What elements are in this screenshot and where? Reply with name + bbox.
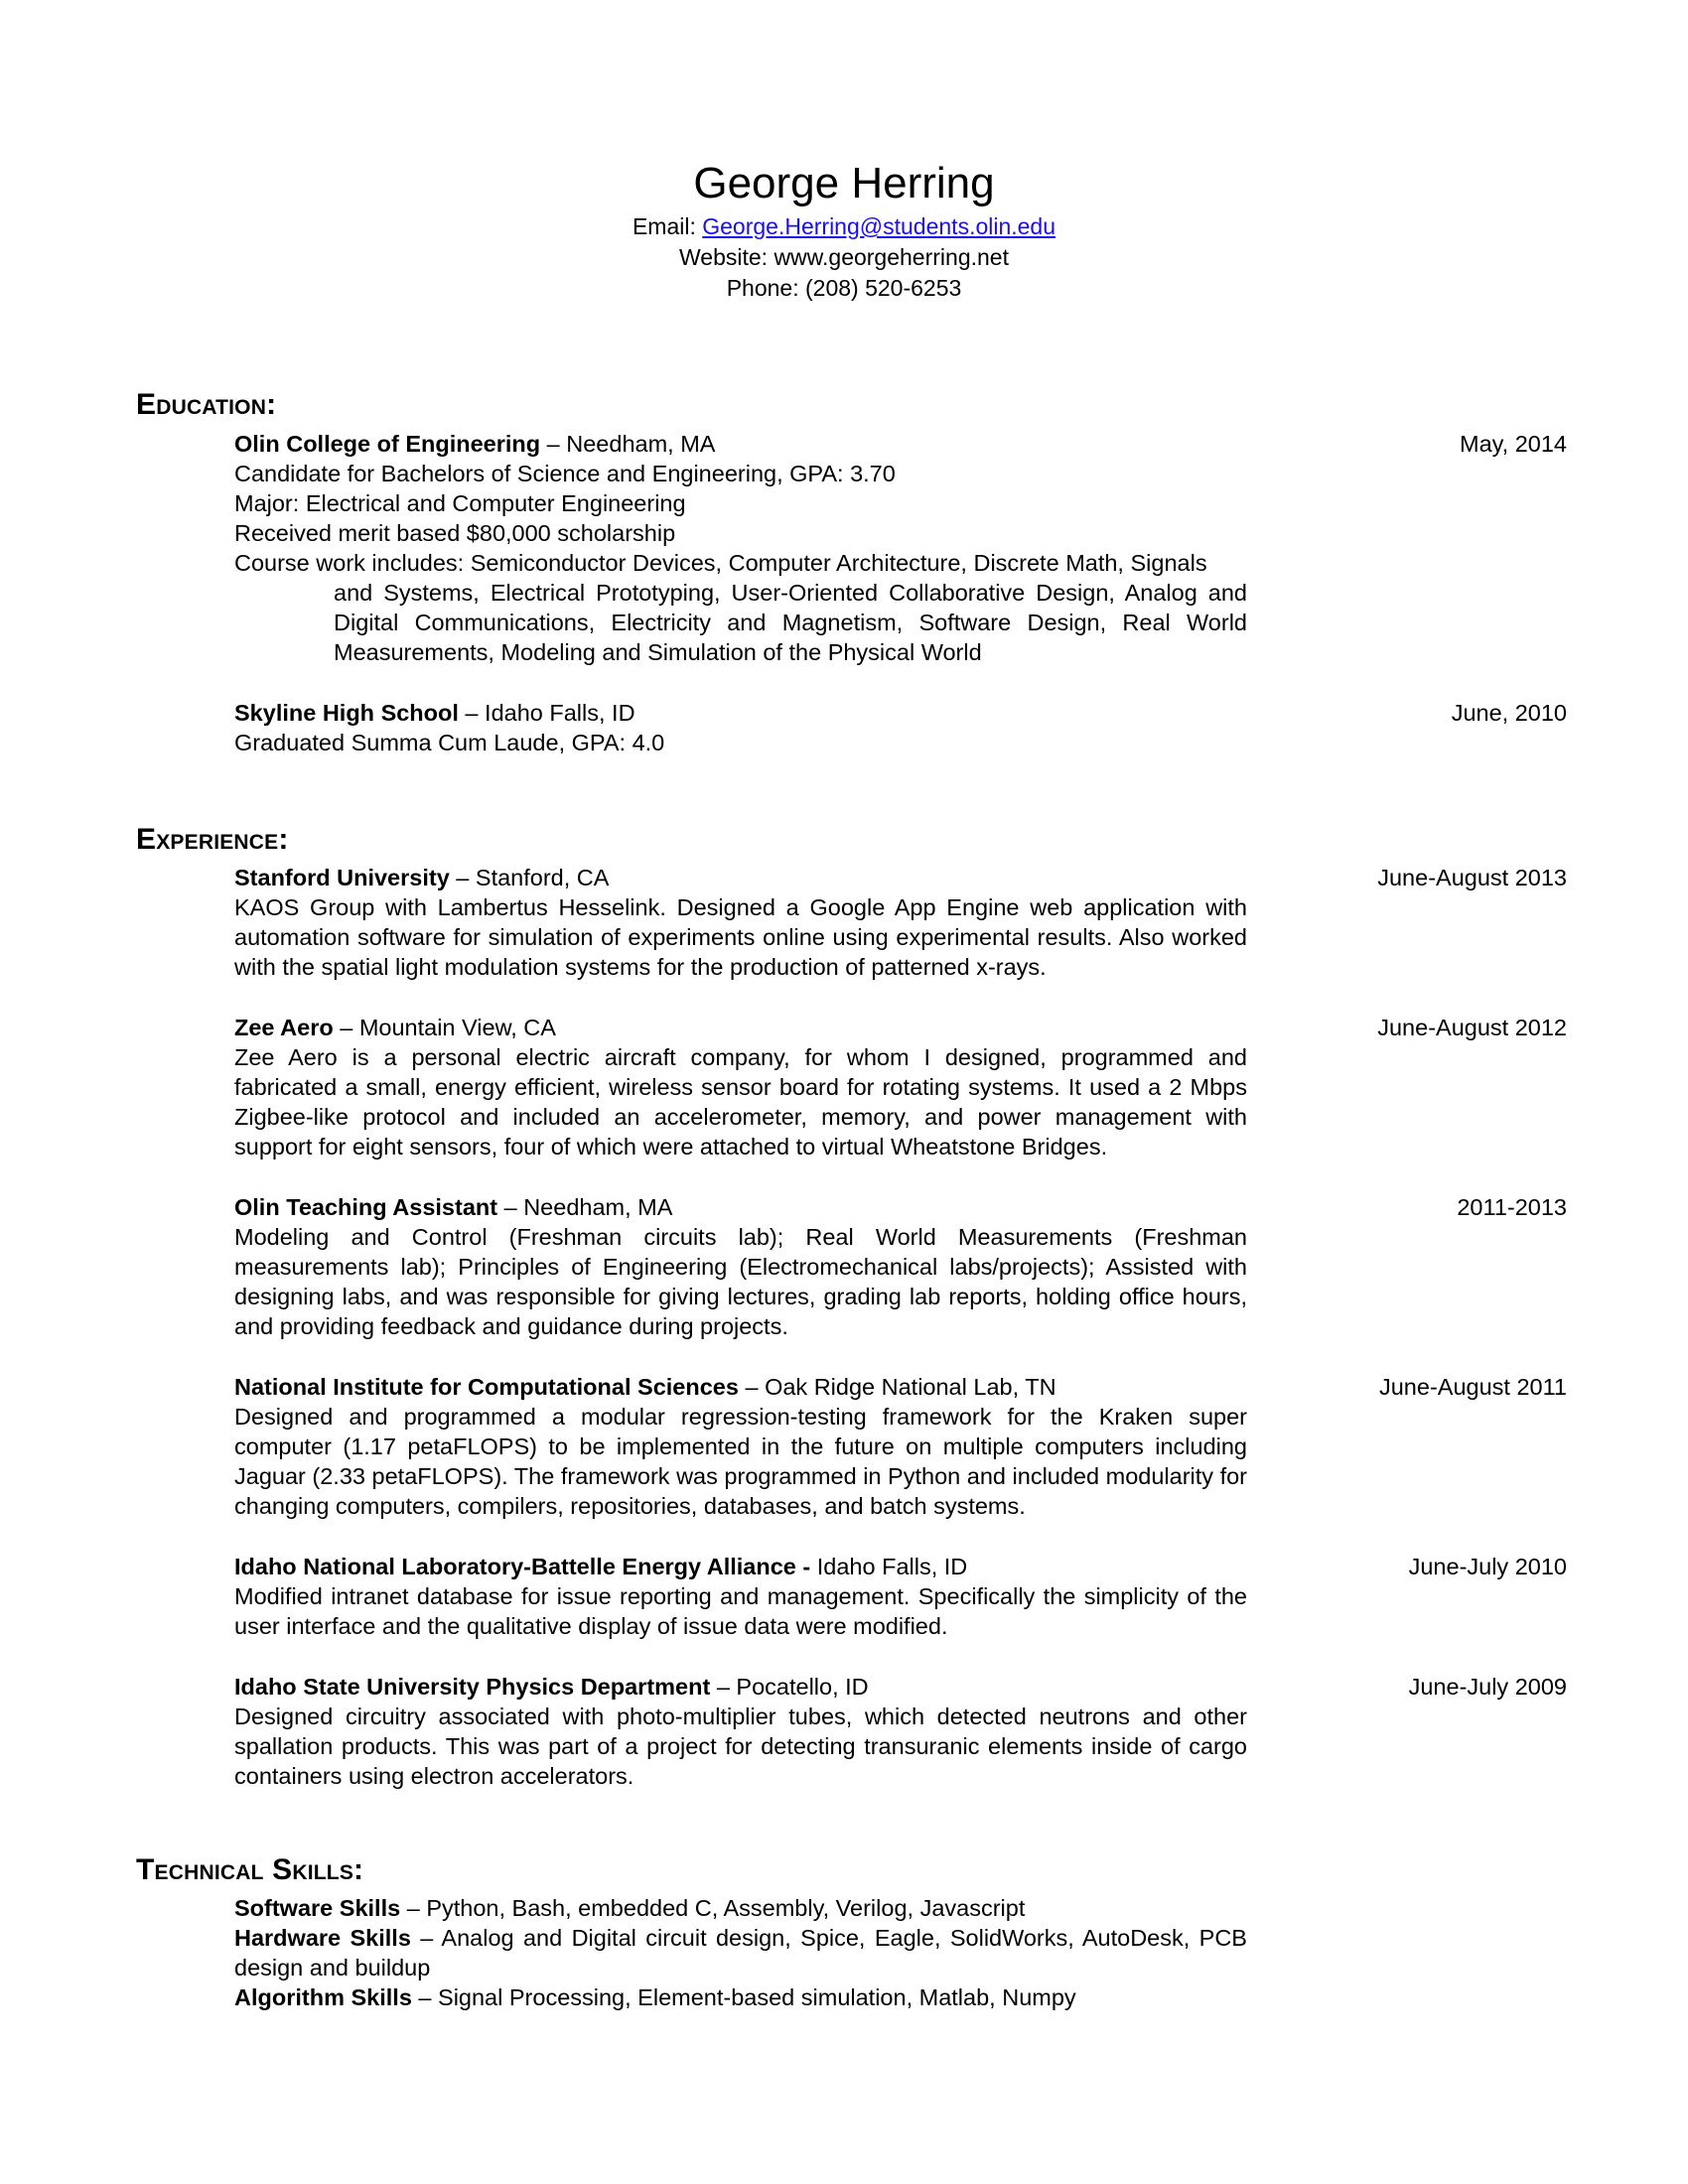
entry-head	[234, 1013, 1567, 1042]
entry-date: June, 2010	[1451, 700, 1567, 726]
entry-date: June-July 2009	[1408, 1674, 1567, 1700]
entry-location: – Idaho Falls, ID	[458, 700, 635, 726]
entry-line: Received merit based $80,000 scholarship	[234, 520, 676, 546]
entry-org: Olin College of Engineering	[234, 431, 541, 457]
entry-date: June-August 2011	[1378, 1374, 1567, 1400]
experience-entry	[234, 1372, 1567, 1521]
entry-org: Olin Teaching Assistant	[234, 1194, 498, 1220]
skill-label: Algorithm Skills	[234, 1984, 412, 2010]
coursework-first-line: Course work includes: Semiconductor Devices, Computer Architecture, Discrete Math, Signals	[234, 550, 1207, 576]
entry-org: Stanford University	[234, 865, 450, 890]
skill-values: – Python, Bash, embedded C, Assembly, Verilog, Javascript	[400, 1895, 1026, 1921]
hardware-skills	[234, 1923, 1247, 1982]
education-heading: Education:	[136, 388, 277, 421]
entry-date: June-July 2010	[1408, 1554, 1567, 1579]
entry-date: June-August 2012	[1377, 1015, 1567, 1040]
entry-location: – Pocatello, ID	[710, 1674, 869, 1700]
candidate-name: George Herring	[693, 159, 995, 207]
skill-label: Software Skills	[234, 1895, 401, 1921]
email-line	[0, 211, 1688, 242]
resume-header	[0, 156, 1688, 304]
education-entry-skyline	[234, 698, 1567, 757]
entry-description: Modified intranet database for issue reporting and management. Specifically the simplicity of the user interface and the qualitative display of issue data were modified.	[234, 1583, 1247, 1639]
entry-date: May, 2014	[1460, 431, 1567, 457]
algorithm-skills	[234, 1982, 1247, 2012]
entry-location: Idaho Falls, ID	[810, 1554, 968, 1579]
coursework-continuation: and Systems, Electrical Prototyping, User-Oriented Collaborative Design, Analog and Digital Communications, Electricity and Magnetism, Software Design, Real World Measurements, Modeling and Simulation of the Physical World	[334, 580, 1247, 665]
entry-date: June-August 2013	[1377, 865, 1567, 890]
entry-head	[234, 698, 1567, 728]
entry-org: Skyline High School	[234, 700, 459, 726]
education-entry-olin	[234, 429, 1567, 667]
skill-values: – Signal Processing, Element-based simulation, Matlab, Numpy	[411, 1984, 1076, 2010]
entry-head	[234, 1672, 1567, 1702]
entry-org: Zee Aero	[234, 1015, 334, 1040]
software-skills	[234, 1893, 1247, 1923]
email-link[interactable]: George.Herring@students.olin.edu	[702, 213, 1056, 239]
experience-entry	[234, 1013, 1567, 1161]
entry-line: Graduated Summa Cum Laude, GPA: 4.0	[234, 730, 665, 755]
entry-description: Zee Aero is a personal electric aircraft company, for whom I designed, programmed and fabricated a small, energy efficient, wireless sensor board for rotating systems. It used a 2 Mbps Zigbee-like protocol and included an accelerometer, memory, and power management with support for eight sensors, four of which were attached to virtual Wheatstone Bridges.	[234, 1044, 1247, 1160]
entry-head	[234, 1192, 1567, 1222]
entry-line: Major: Electrical and Computer Engineering	[234, 490, 686, 516]
entry-location: – Mountain View, CA	[333, 1015, 556, 1040]
email-label: Email:	[632, 213, 703, 239]
experience-heading: Experience:	[136, 823, 289, 856]
entry-head	[234, 429, 1567, 459]
skill-values: – Analog and Digital circuit design, Spice, Eagle, SolidWorks, AutoDesk, PCB design and buildup	[234, 1925, 1247, 1980]
entry-description: Modeling and Control (Freshman circuits lab); Real World Measurements (Freshman measurements lab); Principles of Engineering (Electromechanical labs/projects); Assisted with designing labs, and was responsible for giving lectures, grading lab reports, holding office hours, and providing feedback and guidance during projects.	[234, 1224, 1247, 1339]
entry-line: Candidate for Bachelors of Science and Engineering, GPA: 3.70	[234, 461, 896, 486]
experience-entry	[234, 1192, 1567, 1341]
entry-location: – Needham, MA	[497, 1194, 673, 1220]
entry-description: KAOS Group with Lambertus Hesselink. Designed a Google App Engine web application with automation software for simulation of experiments online using experimental results. Also worked with the spatial light modulation systems for the production of patterned x-rays.	[234, 894, 1247, 980]
phone-line: Phone: (208) 520-6253	[726, 275, 962, 301]
experience-entry	[234, 1672, 1567, 1791]
entry-location: – Oak Ridge National Lab, TN	[738, 1374, 1056, 1400]
experience-entry	[234, 863, 1567, 982]
entry-description: Designed and programmed a modular regression-testing framework for the Kraken super computer (1.17 petaFLOPS) to be implemented in the future on multiple computers including Jaguar (2.33 petaFLOPS). The framework was programmed in Python and included modularity for changing computers, compilers, repositories, databases, and batch systems.	[234, 1404, 1247, 1519]
entry-org: Idaho National Laboratory-Battelle Energy Alliance -	[234, 1554, 811, 1579]
entry-org: Idaho State University Physics Department	[234, 1674, 711, 1700]
skills-heading: Technical Skills:	[136, 1853, 364, 1886]
entry-location: – Needham, MA	[540, 431, 716, 457]
entry-date: 2011-2013	[1457, 1194, 1567, 1220]
entry-description: Designed circuitry associated with photo-multiplier tubes, which detected neutrons and other spallation products. This was part of a project for detecting transuranic elements inside of cargo containers using electron accelerators.	[234, 1704, 1247, 1789]
entry-head	[234, 863, 1567, 892]
skills-list	[234, 1893, 1247, 2012]
experience-entry	[234, 1552, 1567, 1641]
entry-org: National Institute for Computational Sciences	[234, 1374, 739, 1400]
entry-head	[234, 1552, 1567, 1581]
entry-head	[234, 1372, 1567, 1402]
website-line: Website: www.georgeherring.net	[679, 244, 1009, 270]
entry-location: – Stanford, CA	[449, 865, 610, 890]
skill-label: Hardware Skills	[234, 1925, 411, 1951]
